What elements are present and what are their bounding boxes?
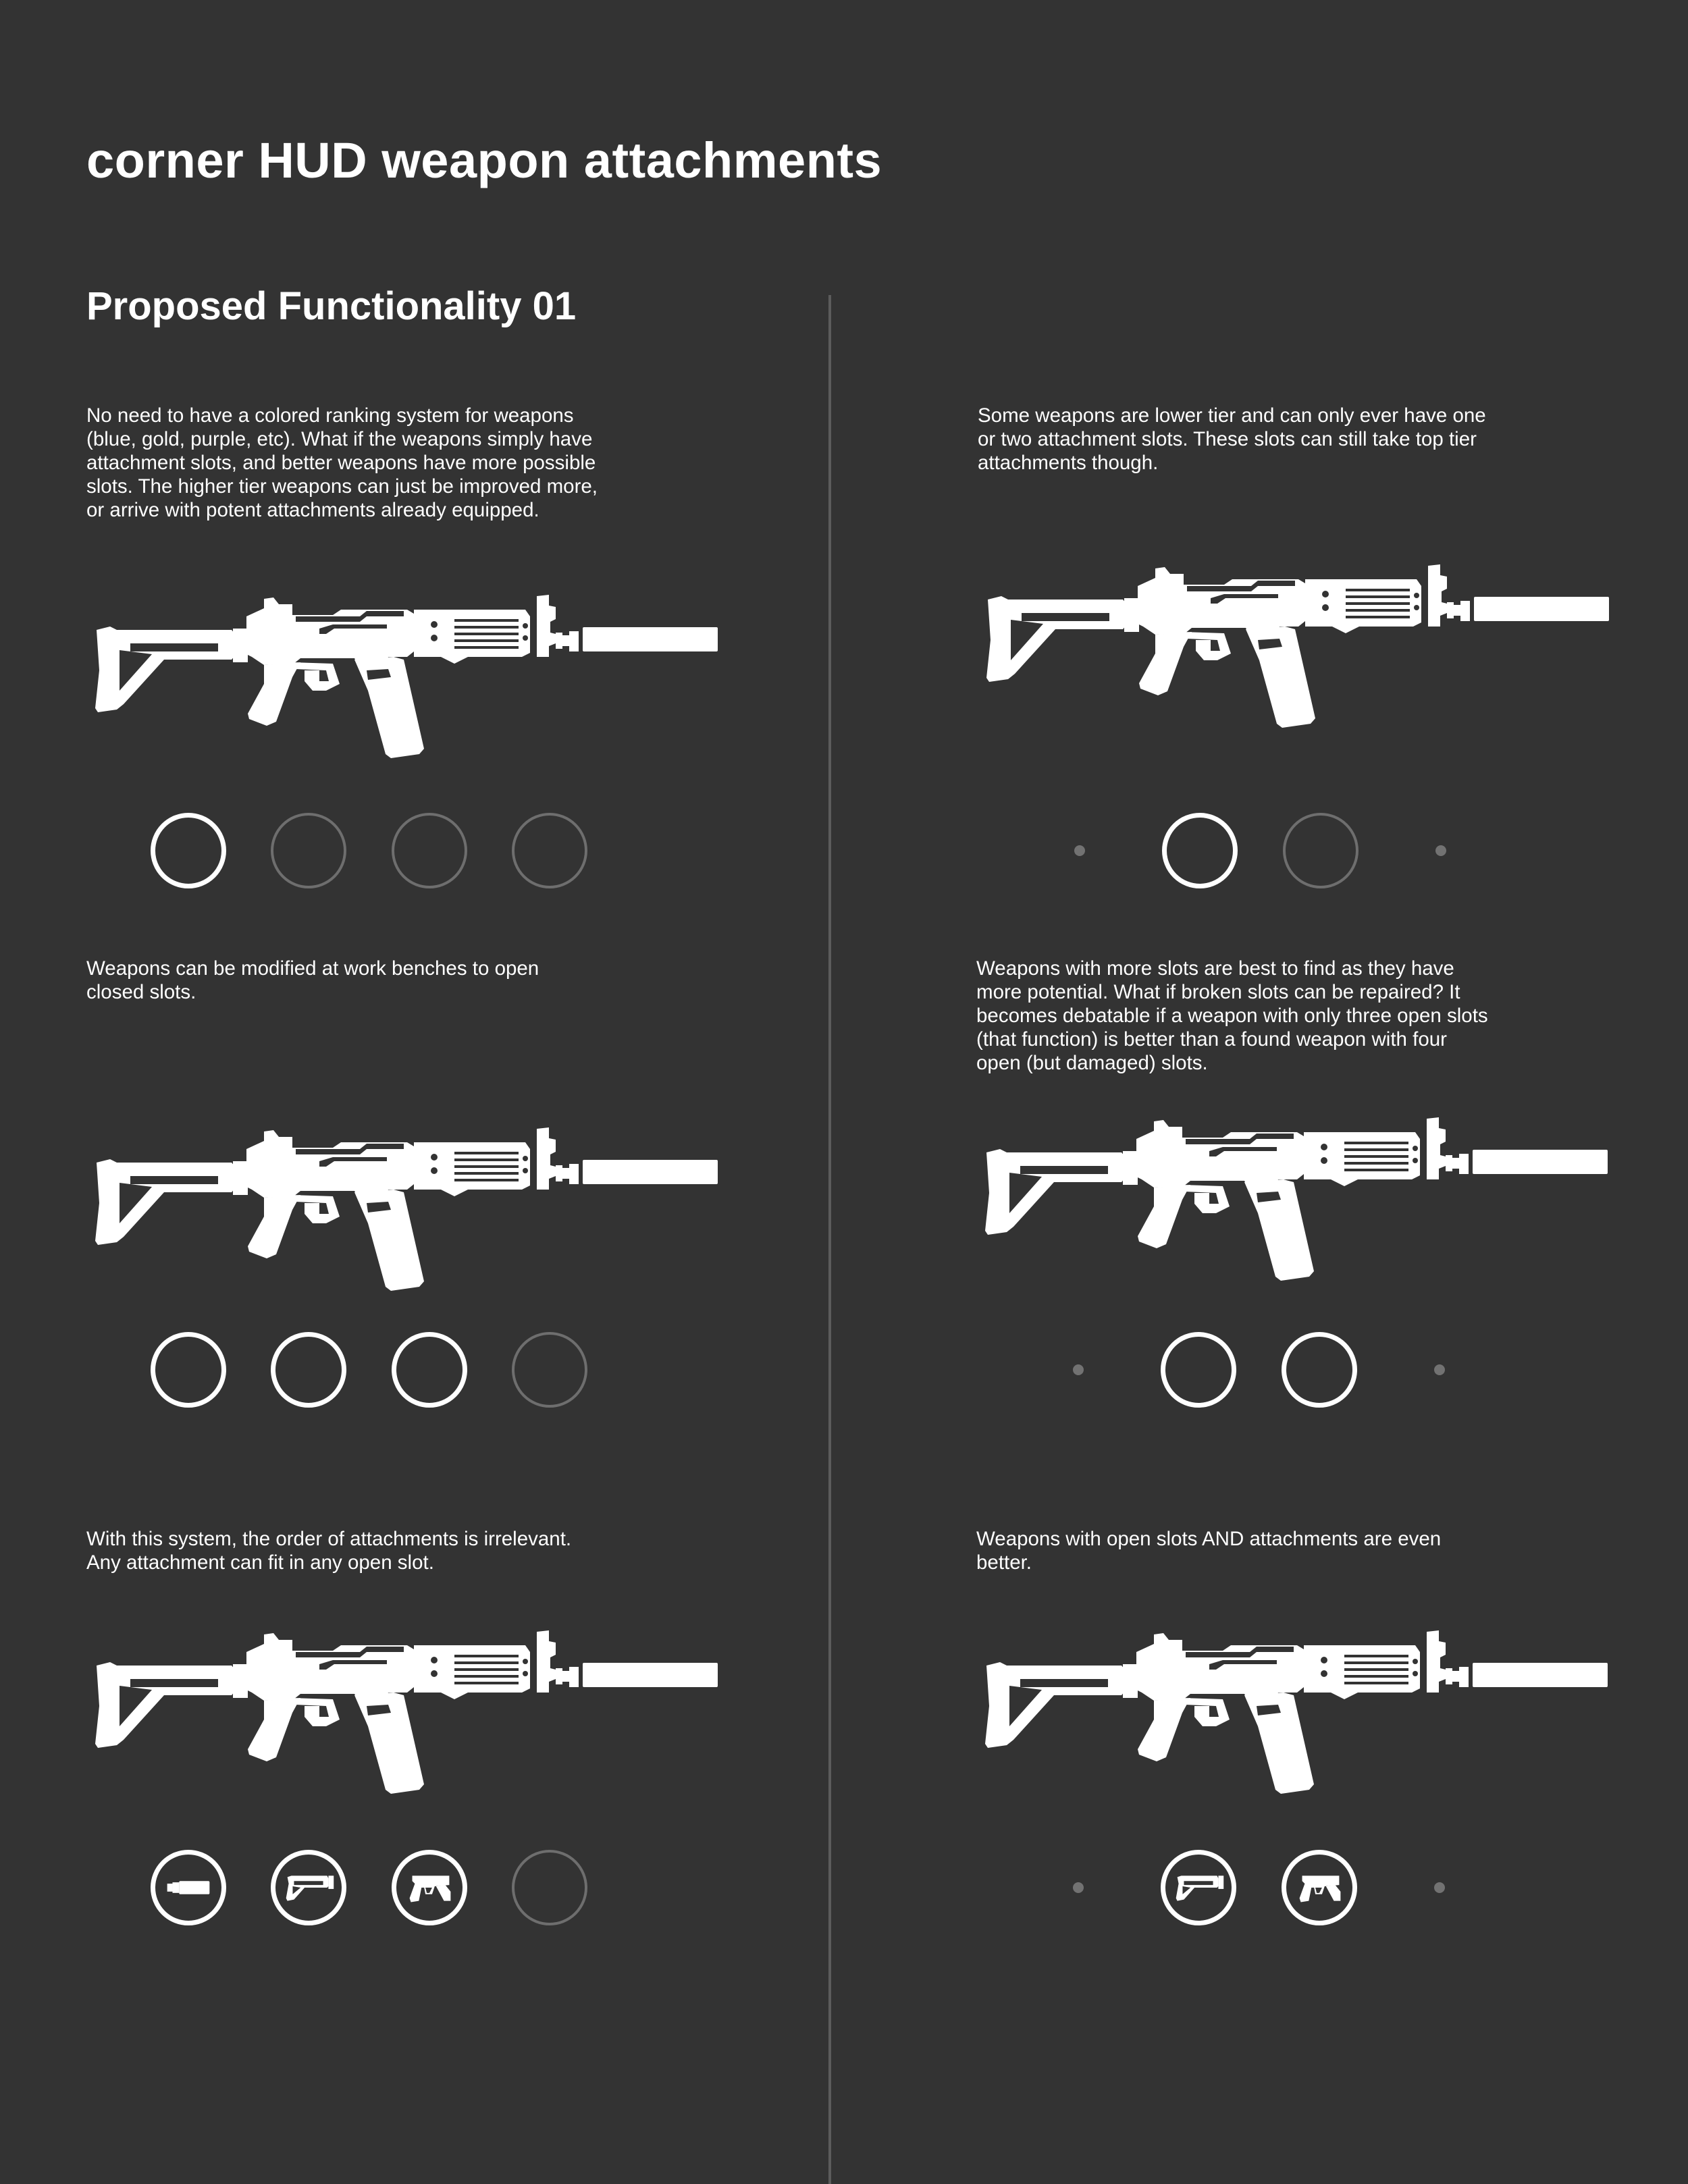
weapon-panel [86, 404, 795, 930]
attachment-slots [1040, 1332, 1500, 1408]
panel-description: Weapons can be modified at work benches to open closed slots. [86, 957, 539, 1003]
open-attachment-slot[interactable] [151, 1332, 226, 1408]
weapon-panel [976, 1527, 1685, 2054]
grip-icon [396, 1855, 463, 1921]
rifle-icon [90, 1122, 718, 1298]
open-attachment-slot[interactable] [1162, 813, 1238, 888]
open-attachment-slot[interactable] [1161, 1332, 1236, 1408]
rifle-icon [981, 559, 1609, 735]
open-attachment-slot[interactable] [1282, 1332, 1357, 1408]
section-title: Proposed Functionality 01 [86, 284, 577, 328]
open-attachment-slot[interactable] [271, 1850, 346, 1925]
closed-attachment-slot[interactable] [271, 813, 346, 888]
closed-attachment-slot[interactable] [512, 1850, 587, 1925]
panel-description: Weapons with open slots AND attachments are even better. [976, 1528, 1442, 1574]
open-attachment-slot[interactable] [1161, 1850, 1236, 1925]
open-attachment-slot[interactable] [271, 1332, 346, 1408]
column-divider [828, 295, 831, 2184]
attachment-slots [151, 1332, 610, 1408]
attachment-slots [151, 813, 610, 888]
no-slot-dot [1435, 845, 1446, 856]
no-slot-dot [1073, 1364, 1084, 1375]
weapon-panel [978, 404, 1687, 930]
closed-attachment-slot[interactable] [1283, 813, 1359, 888]
closed-attachment-slot[interactable] [392, 813, 467, 888]
panel-description: Weapons with more slots are best to find as they have more potential. What if broken slots can be repaired? It becomes debatable if a weapon with only three open slots (that function) is better than a found weapon with four open (but damaged) slots. [976, 957, 1488, 1074]
stock-icon [275, 1855, 342, 1921]
closed-attachment-slot[interactable] [512, 813, 587, 888]
rifle-icon [90, 1625, 718, 1801]
panel-description: With this system, the order of attachments is irrelevant. Any attachment can fit in any open slot. [86, 1528, 572, 1574]
rifle-icon [980, 1625, 1608, 1801]
rifle-icon [90, 589, 718, 765]
no-slot-dot [1434, 1882, 1445, 1893]
rifle-icon [980, 1112, 1608, 1287]
weapon-panel [86, 1527, 795, 2054]
open-attachment-slot[interactable] [1282, 1850, 1357, 1925]
no-slot-dot [1434, 1364, 1445, 1375]
attachment-slots [151, 1850, 610, 1925]
open-attachment-slot[interactable] [392, 1332, 467, 1408]
attachment-slots [1040, 1850, 1500, 1925]
attachment-slots [1042, 813, 1501, 888]
suppressor-icon [155, 1855, 221, 1921]
open-attachment-slot[interactable] [151, 813, 226, 888]
open-attachment-slot[interactable] [392, 1850, 467, 1925]
closed-attachment-slot[interactable] [512, 1332, 587, 1408]
panel-description: Some weapons are lower tier and can only ever have one or two attachment slots. These slots can still take top tier attachments though. [978, 404, 1486, 474]
stock-icon [1165, 1855, 1232, 1921]
weapon-panel [86, 957, 795, 1483]
no-slot-dot [1074, 845, 1085, 856]
weapon-panel [976, 957, 1685, 1483]
page-title: corner HUD weapon attachments [86, 132, 882, 188]
no-slot-dot [1073, 1882, 1084, 1893]
panel-description: No need to have a colored ranking system for weapons (blue, gold, purple, etc). What if the weapons simply have attachment slots, and better weapons have more possible slots. The higher tier weapons can just be improved more, or arrive with potent attachments already equipped. [86, 404, 598, 521]
grip-icon [1286, 1855, 1352, 1921]
open-attachment-slot[interactable] [151, 1850, 226, 1925]
